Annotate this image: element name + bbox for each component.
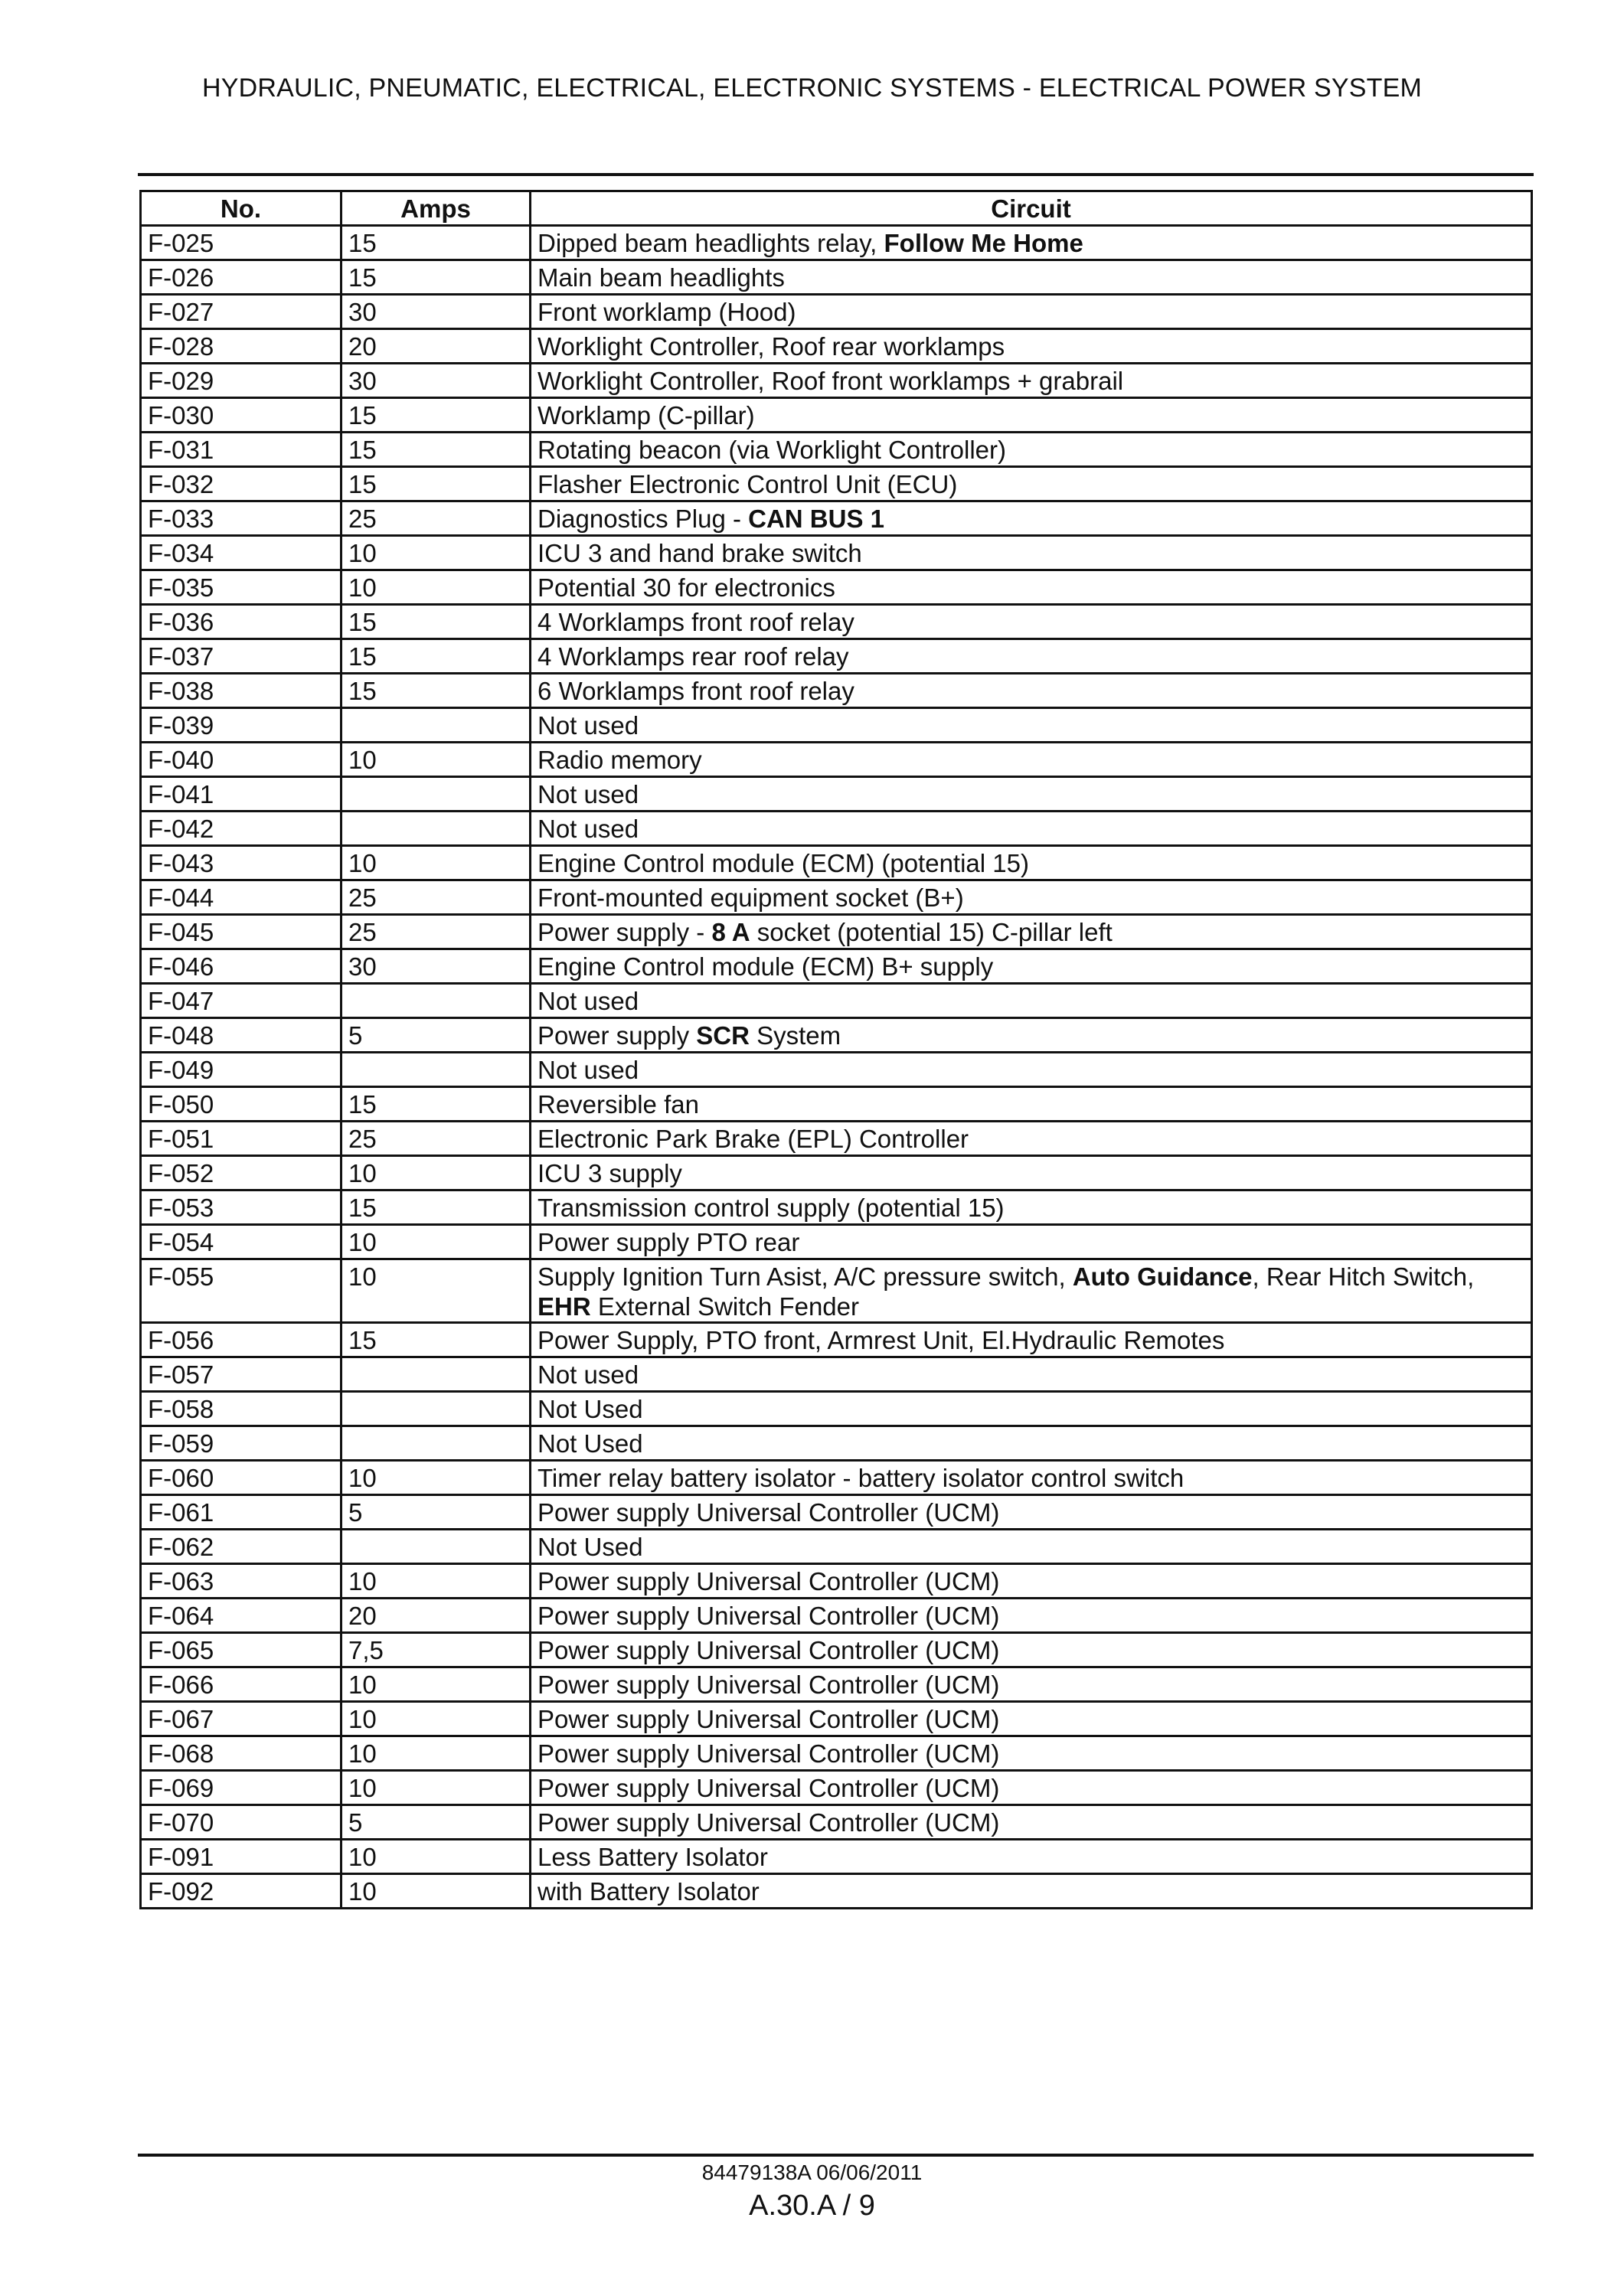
amps-cell (341, 1053, 531, 1087)
table-row (141, 1018, 1532, 1053)
circuit-cell (531, 1087, 1532, 1122)
circuit-cell (531, 1357, 1532, 1392)
circuit-text: socket (potential 15) C-pillar left (750, 918, 1113, 946)
amps-cell (341, 1392, 531, 1426)
fuse-number-cell: F-063 (141, 1564, 341, 1599)
circuit-text: Front worklamp (Hood) (538, 298, 796, 326)
table-row (141, 1530, 1532, 1564)
table-row (141, 226, 1532, 260)
circuit-text: Supply Ignition Turn Asist, A/C pressure switch, (538, 1262, 1073, 1291)
circuit-cell (531, 915, 1532, 949)
amps-cell: 7,5 (341, 1633, 531, 1667)
table-row (141, 1805, 1532, 1840)
fuse-number-cell: F-044 (141, 880, 341, 915)
table-row (141, 467, 1532, 501)
amps-cell (341, 812, 531, 846)
circuit-text: Power supply Universal Controller (UCM) (538, 1739, 1000, 1768)
amps-cell: 25 (341, 501, 531, 536)
amps-cell: 15 (341, 639, 531, 674)
table-row (141, 1053, 1532, 1087)
fuse-number-cell: F-034 (141, 536, 341, 570)
amps-cell: 10 (341, 1874, 531, 1909)
table-row (141, 708, 1532, 743)
footer-document-id: 84479138A 06/06/2011 (701, 2160, 923, 2184)
circuit-text: Timer relay battery isolator - battery isolator control switch (538, 1464, 1185, 1492)
fuse-number-cell: F-062 (141, 1530, 341, 1564)
amps-cell (341, 984, 531, 1018)
circuit-cell (531, 364, 1532, 398)
table-row (141, 777, 1532, 812)
amps-cell: 5 (341, 1495, 531, 1530)
table-row (141, 329, 1532, 364)
circuit-text: Engine Control module (ECM) B+ supply (538, 952, 994, 981)
amps-cell: 15 (341, 1323, 531, 1357)
circuit-text: Worklight Controller, Roof rear worklamps (538, 332, 1005, 361)
fuse-number-cell: F-028 (141, 329, 341, 364)
fuse-number-cell: F-092 (141, 1874, 341, 1909)
fuse-number-cell: F-038 (141, 674, 341, 708)
circuit-cell (531, 329, 1532, 364)
table-row (141, 1323, 1532, 1357)
amps-cell: 10 (341, 1840, 531, 1874)
fuse-number-cell: F-065 (141, 1633, 341, 1667)
table-row (141, 1392, 1532, 1426)
fuse-table (139, 190, 1533, 1909)
amps-cell: 10 (341, 1702, 531, 1736)
footer-divider (138, 2154, 1534, 2157)
amps-cell (341, 1426, 531, 1461)
circuit-text: Potential 30 for electronics (538, 573, 835, 602)
amps-cell: 15 (341, 398, 531, 433)
circuit-text-bold: EHR (538, 1292, 591, 1321)
circuit-cell (531, 1495, 1532, 1530)
table-row (141, 1633, 1532, 1667)
circuit-text: Diagnostics Plug - (538, 505, 749, 533)
circuit-text: Front-mounted equipment socket (B+) (538, 883, 964, 912)
amps-cell: 10 (341, 846, 531, 880)
circuit-text: 6 Worklamps front roof relay (538, 677, 854, 705)
circuit-text: Reversible fan (538, 1090, 699, 1119)
circuit-cell (531, 536, 1532, 570)
fuse-number-cell: F-058 (141, 1392, 341, 1426)
fuse-number-cell: F-045 (141, 915, 341, 949)
circuit-cell (531, 260, 1532, 295)
table-row (141, 1702, 1532, 1736)
table-row (141, 743, 1532, 777)
fuse-number-cell: F-030 (141, 398, 341, 433)
circuit-text: System (749, 1021, 841, 1050)
circuit-text: , Rear Hitch Switch, (1252, 1262, 1475, 1291)
circuit-text: Less Battery Isolator (538, 1843, 768, 1871)
footer-page-number: A.30.A / 9 (749, 2190, 875, 2222)
fuse-number-cell: F-029 (141, 364, 341, 398)
circuit-text: Power supply Universal Controller (UCM) (538, 1774, 1000, 1802)
circuit-cell (531, 1840, 1532, 1874)
fuse-number-cell: F-061 (141, 1495, 341, 1530)
circuit-text-bold: CAN BUS 1 (748, 505, 884, 533)
circuit-cell (531, 1122, 1532, 1156)
table-row (141, 1259, 1532, 1323)
table-row (141, 605, 1532, 639)
circuit-cell (531, 1530, 1532, 1564)
fuse-number-cell: F-035 (141, 570, 341, 605)
amps-cell: 10 (341, 1771, 531, 1805)
circuit-text: Power supply - (538, 918, 712, 946)
circuit-cell (531, 1667, 1532, 1702)
circuit-cell (531, 501, 1532, 536)
circuit-cell (531, 777, 1532, 812)
table-row (141, 1736, 1532, 1771)
fuse-number-cell: F-042 (141, 812, 341, 846)
table-row (141, 364, 1532, 398)
circuit-text: ICU 3 supply (538, 1159, 682, 1187)
circuit-cell (531, 984, 1532, 1018)
fuse-number-cell: F-032 (141, 467, 341, 501)
amps-cell: 10 (341, 743, 531, 777)
table-row (141, 984, 1532, 1018)
fuse-number-cell: F-036 (141, 605, 341, 639)
circuit-text: Not used (538, 711, 639, 740)
table-row (141, 1874, 1532, 1909)
circuit-text: Not used (538, 987, 639, 1015)
fuse-number-cell: F-059 (141, 1426, 341, 1461)
fuse-number-cell: F-067 (141, 1702, 341, 1736)
circuit-cell (531, 1190, 1532, 1225)
amps-cell: 5 (341, 1805, 531, 1840)
circuit-cell (531, 949, 1532, 984)
fuse-number-cell: F-060 (141, 1461, 341, 1495)
circuit-cell (531, 433, 1532, 467)
circuit-text: Power Supply, PTO front, Armrest Unit, El.Hydraulic Remotes (538, 1326, 1225, 1354)
circuit-cell (531, 1018, 1532, 1053)
circuit-text: 4 Worklamps front roof relay (538, 608, 854, 636)
circuit-text-bold: 8 A (711, 918, 750, 946)
fuse-number-cell: F-054 (141, 1225, 341, 1259)
circuit-text: Not Used (538, 1429, 643, 1458)
circuit-text: Not used (538, 1360, 639, 1389)
table-row (141, 1771, 1532, 1805)
circuit-text-bold: SCR (696, 1021, 750, 1050)
amps-cell: 10 (341, 1259, 531, 1323)
amps-cell: 10 (341, 570, 531, 605)
fuse-number-cell: F-043 (141, 846, 341, 880)
circuit-cell (531, 1805, 1532, 1840)
table-row (141, 1225, 1532, 1259)
table-row (141, 674, 1532, 708)
circuit-cell (531, 1771, 1532, 1805)
table-row (141, 295, 1532, 329)
fuse-number-cell: F-091 (141, 1840, 341, 1874)
amps-cell: 15 (341, 467, 531, 501)
table-row (141, 1667, 1532, 1702)
amps-cell: 30 (341, 295, 531, 329)
table-row (141, 1495, 1532, 1530)
circuit-text: Dipped beam headlights relay, (538, 229, 884, 257)
circuit-cell (531, 1426, 1532, 1461)
circuit-text: with Battery Isolator (538, 1877, 760, 1906)
circuit-cell (531, 1599, 1532, 1633)
fuse-number-cell: F-025 (141, 226, 341, 260)
circuit-text: Worklight Controller, Roof front worklamps + grabrail (538, 367, 1124, 395)
fuse-number-cell: F-040 (141, 743, 341, 777)
amps-cell: 15 (341, 1087, 531, 1122)
amps-cell: 15 (341, 1190, 531, 1225)
fuse-number-cell: F-048 (141, 1018, 341, 1053)
amps-cell: 10 (341, 1736, 531, 1771)
circuit-text: Power supply Universal Controller (UCM) (538, 1602, 1000, 1630)
circuit-text: Transmission control supply (potential 15) (538, 1194, 1005, 1222)
page-header-title: HYDRAULIC, PNEUMATIC, ELECTRICAL, ELECTRONIC SYSTEMS - ELECTRICAL POWER SYSTEM (201, 73, 1423, 103)
amps-cell: 15 (341, 260, 531, 295)
circuit-text: 4 Worklamps rear roof relay (538, 642, 849, 671)
table-row (141, 1564, 1532, 1599)
amps-cell: 15 (341, 226, 531, 260)
circuit-text: Engine Control module (ECM) (potential 15) (538, 849, 1029, 877)
circuit-cell (531, 639, 1532, 674)
circuit-cell (531, 1633, 1532, 1667)
circuit-text: Electronic Park Brake (EPL) Controller (538, 1125, 969, 1153)
table-row (141, 433, 1532, 467)
circuit-text: Power supply PTO rear (538, 1228, 800, 1256)
circuit-text: Not Used (538, 1395, 643, 1423)
circuit-text: Not Used (538, 1533, 643, 1561)
table-row (141, 536, 1532, 570)
table-row (141, 1156, 1532, 1190)
amps-cell: 25 (341, 1122, 531, 1156)
column-header-amps: Amps (341, 191, 531, 226)
circuit-text: Power supply Universal Controller (UCM) (538, 1567, 1000, 1595)
table-row (141, 1087, 1532, 1122)
circuit-cell (531, 846, 1532, 880)
amps-cell: 10 (341, 1156, 531, 1190)
amps-cell: 10 (341, 1225, 531, 1259)
amps-cell: 30 (341, 364, 531, 398)
table-header-row (141, 191, 1532, 226)
fuse-number-cell: F-056 (141, 1323, 341, 1357)
table-row (141, 1461, 1532, 1495)
amps-cell: 25 (341, 880, 531, 915)
table-row (141, 1599, 1532, 1633)
fuse-number-cell: F-046 (141, 949, 341, 984)
fuse-number-cell: F-050 (141, 1087, 341, 1122)
circuit-text: Power supply Universal Controller (UCM) (538, 1636, 1000, 1664)
circuit-text: Not used (538, 780, 639, 808)
fuse-number-cell: F-064 (141, 1599, 341, 1633)
fuse-number-cell: F-047 (141, 984, 341, 1018)
table-row (141, 880, 1532, 915)
table-row (141, 639, 1532, 674)
table-row (141, 1122, 1532, 1156)
fuse-number-cell: F-057 (141, 1357, 341, 1392)
circuit-cell (531, 674, 1532, 708)
circuit-cell (531, 1156, 1532, 1190)
circuit-text: Power supply Universal Controller (UCM) (538, 1705, 1000, 1733)
circuit-cell (531, 1874, 1532, 1909)
circuit-cell (531, 1259, 1532, 1323)
table-row (141, 1426, 1532, 1461)
fuse-number-cell: F-037 (141, 639, 341, 674)
circuit-cell (531, 226, 1532, 260)
fuse-number-cell: F-026 (141, 260, 341, 295)
amps-cell (341, 708, 531, 743)
amps-cell (341, 777, 531, 812)
header-divider (138, 173, 1534, 176)
table-row (141, 1357, 1532, 1392)
table-row (141, 570, 1532, 605)
circuit-text: External Switch Fender (590, 1292, 860, 1321)
table-row (141, 1190, 1532, 1225)
fuse-number-cell: F-053 (141, 1190, 341, 1225)
fuse-number-cell: F-031 (141, 433, 341, 467)
column-header-circuit: Circuit (531, 191, 1532, 226)
table-row (141, 501, 1532, 536)
circuit-text: Not used (538, 1056, 639, 1084)
column-header-no: No. (141, 191, 341, 226)
fuse-number-cell: F-049 (141, 1053, 341, 1087)
fuse-number-cell: F-068 (141, 1736, 341, 1771)
amps-cell: 5 (341, 1018, 531, 1053)
circuit-cell (531, 1564, 1532, 1599)
table-row (141, 915, 1532, 949)
fuse-number-cell: F-052 (141, 1156, 341, 1190)
circuit-cell (531, 398, 1532, 433)
fuse-number-cell: F-055 (141, 1259, 341, 1323)
circuit-cell (531, 570, 1532, 605)
circuit-text: Main beam headlights (538, 263, 785, 292)
fuse-number-cell: F-039 (141, 708, 341, 743)
table-row (141, 846, 1532, 880)
circuit-cell (531, 467, 1532, 501)
amps-cell: 15 (341, 605, 531, 639)
circuit-text: Flasher Electronic Control Unit (ECU) (538, 470, 958, 498)
amps-cell: 10 (341, 1667, 531, 1702)
circuit-text: Power supply (538, 1021, 697, 1050)
circuit-cell (531, 880, 1532, 915)
circuit-cell (531, 605, 1532, 639)
circuit-text: Power supply Universal Controller (UCM) (538, 1498, 1000, 1527)
table-row (141, 260, 1532, 295)
amps-cell: 15 (341, 433, 531, 467)
fuse-number-cell: F-070 (141, 1805, 341, 1840)
circuit-cell (531, 1053, 1532, 1087)
amps-cell: 25 (341, 915, 531, 949)
circuit-cell (531, 812, 1532, 846)
fuse-number-cell: F-069 (141, 1771, 341, 1805)
circuit-text: Radio memory (538, 746, 702, 774)
circuit-text-bold: Follow Me Home (884, 229, 1083, 257)
amps-cell (341, 1357, 531, 1392)
circuit-cell (531, 1461, 1532, 1495)
circuit-text: Worklamp (C-pillar) (538, 401, 755, 429)
circuit-text-bold: Auto Guidance (1072, 1262, 1253, 1291)
amps-cell: 15 (341, 674, 531, 708)
circuit-text: Power supply Universal Controller (UCM) (538, 1671, 1000, 1699)
circuit-cell (531, 295, 1532, 329)
circuit-cell (531, 743, 1532, 777)
table-row (141, 949, 1532, 984)
fuse-number-cell: F-041 (141, 777, 341, 812)
circuit-cell (531, 1736, 1532, 1771)
table-row (141, 812, 1532, 846)
fuse-number-cell: F-027 (141, 295, 341, 329)
circuit-text: Power supply Universal Controller (UCM) (538, 1808, 1000, 1837)
amps-cell: 30 (341, 949, 531, 984)
table-body (141, 226, 1532, 1909)
fuse-number-cell: F-033 (141, 501, 341, 536)
circuit-cell (531, 1702, 1532, 1736)
amps-cell: 20 (341, 329, 531, 364)
circuit-text: Rotating beacon (via Worklight Controller) (538, 436, 1006, 464)
amps-cell: 10 (341, 1461, 531, 1495)
fuse-number-cell: F-051 (141, 1122, 341, 1156)
table-row (141, 398, 1532, 433)
circuit-text: ICU 3 and hand brake switch (538, 539, 862, 567)
fuse-number-cell: F-066 (141, 1667, 341, 1702)
circuit-cell (531, 1323, 1532, 1357)
amps-cell: 10 (341, 1564, 531, 1599)
circuit-cell (531, 708, 1532, 743)
circuit-cell (531, 1392, 1532, 1426)
circuit-cell (531, 1225, 1532, 1259)
table-row (141, 1840, 1532, 1874)
amps-cell: 20 (341, 1599, 531, 1633)
circuit-text: Not used (538, 815, 639, 843)
amps-cell (341, 1530, 531, 1564)
amps-cell: 10 (341, 536, 531, 570)
